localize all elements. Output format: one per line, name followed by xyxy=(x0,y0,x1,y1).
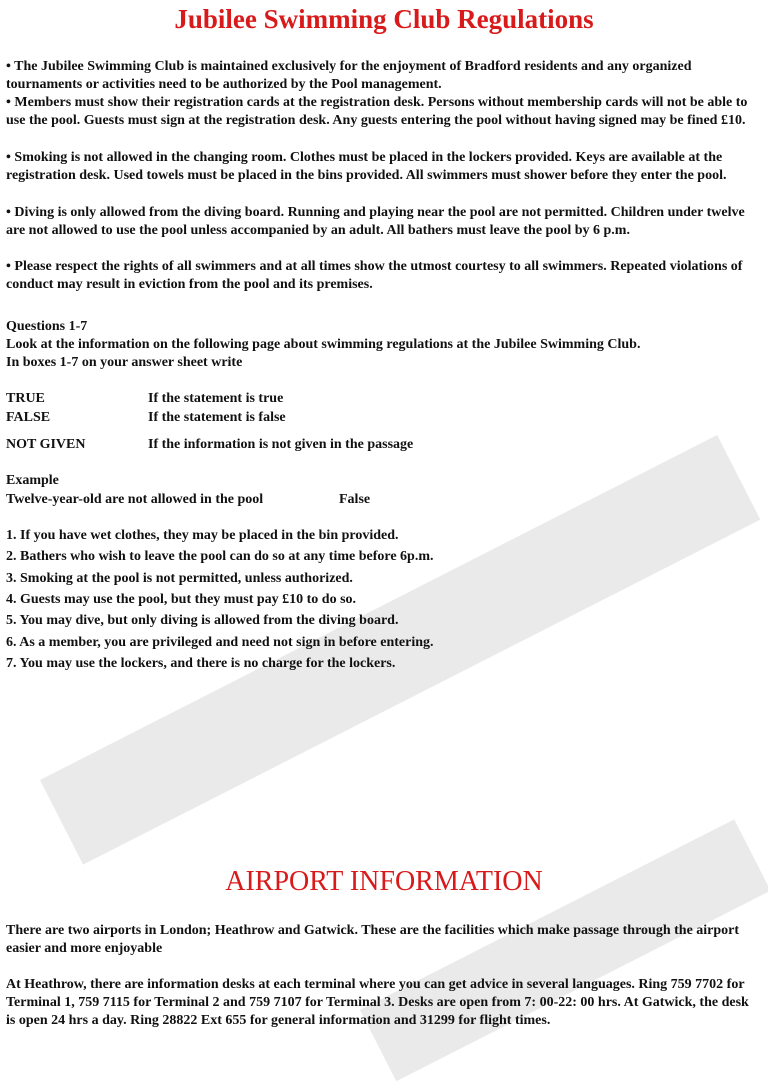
page-title: Jubilee Swimming Club Regulations xyxy=(174,4,594,34)
airport-paragraph: There are two airports in London; Heathrow and Gatwick. These are the facilities which make passage through the airport easier and more enjoyable xyxy=(6,923,740,957)
option-label: NOT GIVEN xyxy=(6,437,86,452)
airport-paragraph: At Heathrow, there are information desks at each terminal where you can get advice in several languages. Ring 759 7702 for Terminal 1, 759 7115 for Terminal 2 and 759 7107 for Terminal 3. Desks are open from 7: 00-22: 00 hrs. At Gatwick, the desk is open 24 hrs a day. Ring 28822 Ext 655 for general information and 31299 for flight times. xyxy=(6,977,749,1029)
question-item: 5. You may dive, but only diving is allowed from the diving board. xyxy=(6,613,399,628)
option-row xyxy=(6,409,286,427)
questions-heading: Questions 1-7 xyxy=(6,319,88,334)
option-desc: If the statement is true xyxy=(148,391,284,406)
option-desc: If the information is not given in the passage xyxy=(148,437,414,452)
regulation-bullet: • Diving is only allowed from the diving board. Running and playing near the pool are not permitted. Children under twelve are not allowed to use the pool unless accompanied by an adult. All bathers must leave the pool by 6 p.m. xyxy=(6,205,745,239)
question-item: 7. You may use the lockers, and there is no charge for the lockers. xyxy=(6,656,396,671)
option-row xyxy=(6,436,414,454)
question-item: 4. Guests may use the pool, but they must pay £10 to do so. xyxy=(6,592,357,607)
regulation-bullet: • Smoking is not allowed in the changing room. Clothes must be placed in the lockers provided. Keys are available at the registration desk. Used towels must be placed in the bins provided. All swimmers must shower before they enter the pool. xyxy=(6,150,727,184)
option-label: FALSE xyxy=(6,410,51,425)
questions-intro: Look at the information on the following page about swimming regulations at the Jubilee Swimming Club. xyxy=(6,337,641,352)
option-label: TRUE xyxy=(6,391,45,406)
questions-intro: In boxes 1-7 on your answer sheet write xyxy=(6,355,243,370)
question-item: 3. Smoking at the pool is not permitted, unless authorized. xyxy=(6,571,353,586)
example-answer: False xyxy=(339,492,371,507)
regulation-bullet: • The Jubilee Swimming Club is maintained exclusively for the enjoyment of Bradford residents and any organized tournaments or activities need to be authorized by the Pool management. xyxy=(6,59,692,93)
airport-title: AIRPORT INFORMATION xyxy=(225,866,543,897)
regulation-bullet: • Please respect the rights of all swimmers and at all times show the utmost courtesy to all swimmers. Repeated violations of conduct may result in eviction from the pool and its premises. xyxy=(6,259,743,293)
option-row xyxy=(6,390,284,408)
question-item: 2. Bathers who wish to leave the pool can do so at any time before 6p.m. xyxy=(6,549,434,564)
option-desc: If the statement is false xyxy=(148,410,286,425)
example-text: Twelve-year-old are not allowed in the pool xyxy=(6,492,264,507)
regulation-bullet: • Members must show their registration cards at the registration desk. Persons without membership cards will not be able to use the pool. Guests must sign at the registration desk. Any guests entering the pool without having signed may be fined £10. xyxy=(6,95,748,129)
question-item: 6. As a member, you are privileged and need not sign in before entering. xyxy=(6,635,434,650)
example-label: Example xyxy=(6,473,59,488)
question-item: 1. If you have wet clothes, they may be placed in the bin provided. xyxy=(6,528,399,543)
example-row xyxy=(6,491,371,509)
